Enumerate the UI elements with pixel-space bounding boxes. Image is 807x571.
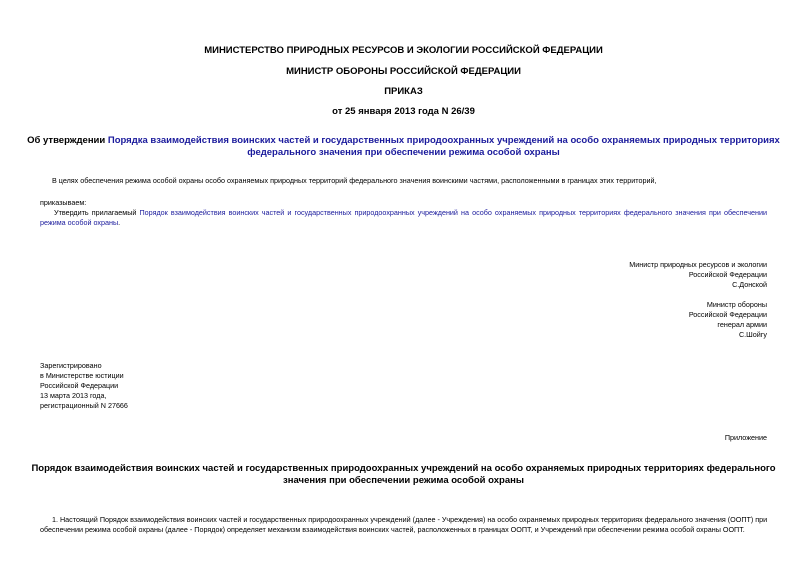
order-title-link-1[interactable]: Порядка взаимодействия воинских частей и государственных природоохранных учреждений на особо охраняемых природных территориях	[107, 135, 780, 146]
appendix-paragraph-1	[40, 515, 780, 535]
signature-line: Министр обороны	[706, 300, 767, 309]
approve-prefix: Утвердить прилагаемый	[54, 208, 140, 217]
order-date-heading: от 25 января 2013 года N 26/39	[332, 106, 475, 117]
appendix-title-line-1: Порядок взаимодействия воинских частей и государственных природоохранных учреждений на особо охраняемых природных территориях федерального	[31, 463, 776, 474]
ministry-heading: МИНИСТЕРСТВО ПРИРОДНЫХ РЕСУРСОВ И ЭКОЛОГИИ РОССИЙСКОЙ ФЕДЕРАЦИИ	[204, 45, 603, 56]
registration-line: Зарегистрировано	[40, 361, 102, 370]
signature-block-1	[400, 260, 767, 290]
registration-line: 13 марта 2013 года,	[40, 391, 107, 400]
approve-paragraph	[40, 208, 767, 228]
registration-line: в Министерстве юстиции	[40, 371, 124, 380]
signature-line: С.Донской	[732, 280, 767, 289]
signature-line: С.Шойгу	[738, 330, 767, 339]
approve-link[interactable]: Порядок взаимодействия воинских частей и государственных природоохранных учреждений на особо охраняемых природных территориях федерального значения при обеспечении режима особой охраны	[40, 208, 768, 227]
appendix-label: Приложение	[724, 433, 767, 442]
minister-heading: МИНИСТР ОБОРОНЫ РОССИЙСКОЙ ФЕДЕРАЦИИ	[286, 66, 521, 77]
intro-paragraph: В целях обеспечения режима особой охраны особо охраняемых природных территорий федерального значения воинскими частями, расположенными в границах этих территорий,	[52, 176, 657, 185]
paragraph-line-1: 1. Настоящий Порядок взаимодействия воинских частей и государственных природоохранных учреждений (далее - Учреждения) на особо охраняемых природных территориях федерального значения (ООПТ) при	[52, 515, 768, 524]
signature-block-2	[400, 300, 767, 340]
signature-line: генерал армии	[717, 320, 767, 329]
order-title-link-2[interactable]: федерального значения при обеспечении режима особой охраны	[247, 147, 560, 158]
paragraph-line-2: обеспечении режима особой охраны (далее - Порядок) определяет механизм взаимодействия воинских частей, расположенных в границах ООПТ, и Учреждений при обеспечении режима особой охраны ООПТ.	[40, 525, 745, 534]
signature-line: Российской Федерации	[688, 310, 767, 319]
order-title	[0, 135, 807, 159]
registration-line: Российской Федерации	[40, 381, 119, 390]
signature-line: Министр природных ресурсов и экологии	[629, 260, 767, 269]
order-type-heading: ПРИКАЗ	[384, 86, 423, 97]
appendix-title-line-2: значения при обеспечении режима особой охраны	[283, 475, 524, 486]
approve-suffix: .	[118, 218, 121, 227]
registration-line: регистрационный N 27666	[40, 401, 128, 410]
registration-block	[40, 361, 340, 411]
appendix-title	[0, 463, 807, 487]
signature-line: Российской Федерации	[688, 270, 767, 279]
order-title-prefix: Об утверждении	[27, 135, 108, 146]
order-word: приказываем:	[40, 198, 87, 207]
